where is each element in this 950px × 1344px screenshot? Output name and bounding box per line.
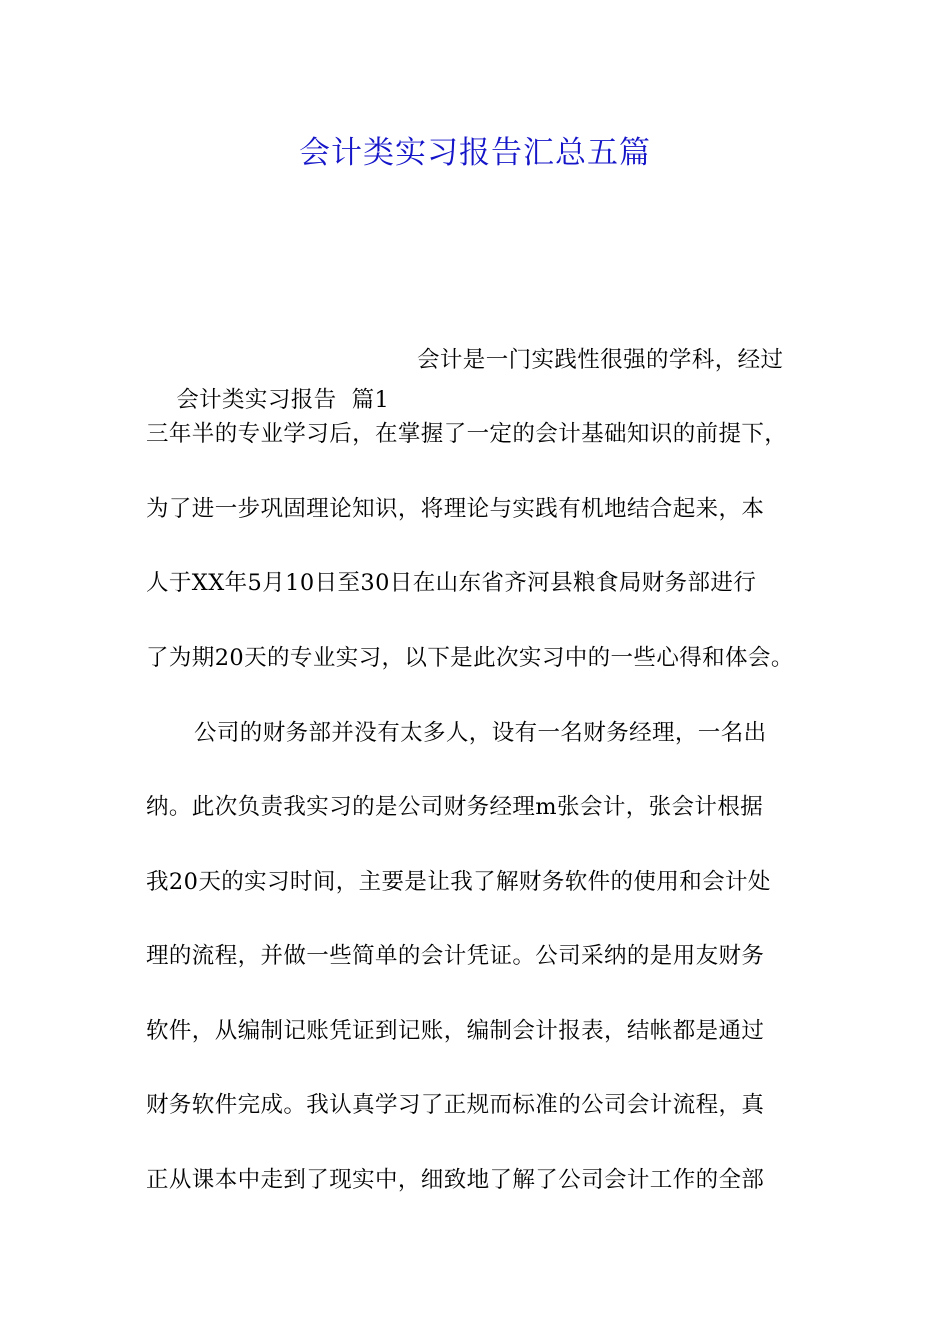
paragraph-2-line-7: 正从课本中走到了现实中，细致地了解了公司会计工作的全部 xyxy=(146,1167,765,1193)
paragraph-2-line-6: 财务软件完成。我认真学习了正规而标准的公司会计流程，真 xyxy=(146,1092,765,1118)
paragraph-1-line-2: 三年半的专业学习后，在掌握了一定的会计基础知识的前提下， xyxy=(146,421,788,447)
paragraph-1-line-3: 为了进一步巩固理论知识，将理论与实践有机地结合起来，本 xyxy=(146,496,765,522)
paragraph-1-text: 会计是一门实践性很强的学科，经过 xyxy=(417,347,784,373)
paragraph-1-line-5: 了为期20天的专业实习，以下是此次实习中的一些心得和体会。 xyxy=(146,645,794,671)
paragraph-2-line-1: 公司的财务部并没有太多人，设有一名财务经理，一名出 xyxy=(194,720,767,746)
paragraph-2-line-5: 软件，从编制记账凭证到记账，编制会计报表，结帐都是通过 xyxy=(146,1018,765,1044)
section-heading: 会计类实习报告 篇1 xyxy=(176,387,390,413)
paragraph-1-line-4: 人于XX年5月10日至30日在山东省齐河县粮食局财务部进行 xyxy=(146,570,757,596)
paragraph-2-line-2: 纳。此次负责我实习的是公司财务经理m张会计，张会计根据 xyxy=(146,794,764,820)
paragraph-2-line-3: 我20天的实习时间，主要是让我了解财务软件的使用和会计处 xyxy=(146,869,771,895)
document-title: 会计类实习报告汇总五篇 xyxy=(299,135,651,171)
paragraph-2-line-4: 理的流程，并做一些简单的会计凭证。公司采纳的是用友财务 xyxy=(146,943,765,969)
